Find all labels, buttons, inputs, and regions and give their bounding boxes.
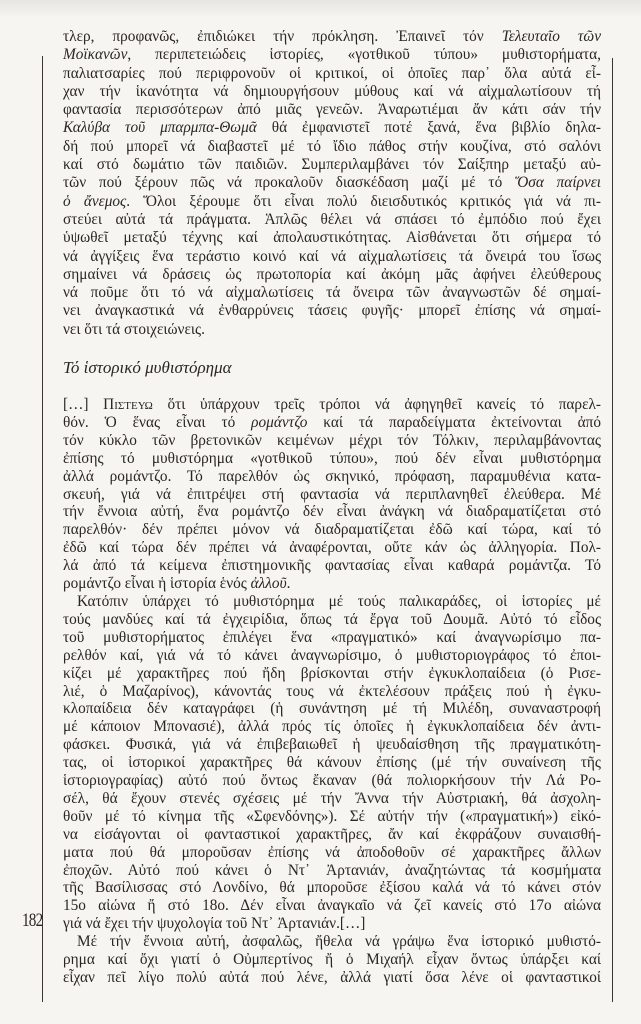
text-line [63,432,601,450]
text-line [63,521,601,539]
text-segment: . Ὅλοι ξέρουμε ὅτι εἶναι πολύ διεισδυτικός κριτικός γιά νά πι- [126,192,602,210]
text-segment: δή πού μπορεῖ νά διαβαστεῖ μέ τό ἴδιο πάθος στήν κουζίνα, στό σαλόνι [63,137,601,155]
text-segment: σέλ, θά ἔχουν στενές σχέσεις μέ τήν Ἄννα τήν Αὐστριακή, θά ἀσχολη- [63,789,601,807]
text-line [63,174,601,192]
text-segment: κλοπαίδεια δέν καταγράφει (ἡ συνάντηση μέ τή Μιλέδη, συναναστροφή [63,700,601,718]
text-segment: εἶχαν πεῖ λίγο πολύ αὐτά πού λένε, ἀλλά γιατί ὅσα λένε οἱ φανταστικοί [63,969,601,986]
text-section-2 [63,396,601,987]
text-line [63,772,601,790]
text-segment: . [286,575,291,593]
text-segment: τας, οἱ ἱστορικοί χαρακτῆρες θά κάνουν ἐπίσης (μέ τήν συναίνεση τῆς [63,754,601,772]
text-segment: ἐπίσης τό μυθιστόρημα «γοτθικοῦ τύπου», πού δέν εἶναι μυθιστόρημα [63,449,601,467]
text-line [63,897,601,915]
italic-title: Ὅσα παίρνει [515,174,601,192]
text-segment: ρημα καί ὄχι γιατί ὁ Οὐμπερτίνος ἤ ὁ Μιχαήλ εἶχαν ὄντως ὑπάρξει καί [63,951,601,969]
text-line [63,790,601,808]
text-segment: φάσκει. Φυσικά, γιά νά ἐπιβεβαιωθεῖ ἡ ψευδαίσθηση τῆς πραγματικότη- [63,736,601,754]
text-segment: καί στό δωμάτιο τῶν παιδιῶν. Συμπεριλαμβάνει τόν Σαίξπηρ μεταξύ αὐ- [63,156,601,174]
text-section-1 [63,28,601,339]
text-line [63,718,601,736]
text-segment: θόν. Ὁ ἕνας εἶναι τό [63,413,252,431]
text-line [63,862,601,880]
italic-title: ὁ ἄνεμος [63,192,127,210]
text-segment: γιά νά ἔχει τήν ψυχολογία τοῦ Ντ᾽ Ἀρτανιάν.[…] [63,915,366,933]
text-line [63,450,601,468]
text-segment: παλιατσαρίες πού περιφρονοῦν οἱ κριτικοί, οἱ ὁποῖες παρ᾽ ὅλα αὐτά εἶ- [63,64,601,82]
text-line [63,683,601,701]
text-line [63,736,601,754]
text-segment: νει ὅτι τά στοιχειώνεις. [63,320,205,338]
text-line [63,101,601,119]
text-segment: φαντασία περισσότερων ἀπό μιᾶς γενεῶν. Ἀναρωτιέμαι ἄν κάτι σάν τήν [63,101,601,119]
page-number: 182 [22,910,43,931]
text-segment: Κατόπιν ὑπάρχει τό μυθιστόρημα μέ τούς παλικαράδες, οἱ ἱστορίες μέ [77,592,601,610]
text-line [63,396,601,414]
text-line [63,969,601,987]
italic-title: Μοϊκανῶν [63,46,128,64]
text-line [63,156,601,174]
text-line [63,229,601,247]
text-line [63,808,601,826]
text-line [63,700,601,718]
text-segment: ματα πού θά μποροῦσαν ἐπίσης νά ἀποδοθοῦν σέ χαρακτῆρες ἄλλων [63,843,601,861]
text-line [63,302,601,320]
text-segment: μέ κάποιον Μπονασιέ), ἀλλά πρός τίς ὁποῖες ἡ ἐγκυκλοπαίδεια δέν ἀντι- [63,718,601,736]
text-line [63,647,601,665]
text-line [63,193,601,211]
scan-top-shadow [0,0,641,18]
text-segment: στεύει αὐτά τά πράγματα. Ἁπλῶς θέλει νά σπάσει τό ἐμπόδιο πού ἔχει [63,210,601,228]
text-line [63,46,601,64]
text-segment: νει ἀναγκαστικά νά ἐνθαρρύνεις τάσεις φυγῆς· μπορεῖ ἐπίσης νά σημαί- [63,302,601,320]
text-line [63,65,601,83]
text-line [63,557,601,575]
text-line [63,83,601,101]
text-line [63,486,601,504]
text-segment: ἐδῶ καί τώρα δέν πρέπει νά ἀναφέρονται, οὔτε κάν ὡς ἀλληγορία. Πολ- [63,539,601,557]
text-segment: ρελθόν καί, γιά νά τό κάνει ἀναγνωρίσιμο, ὁ μυθιστοριογράφος τό ἐποι- [63,646,601,664]
text-segment: […] [63,396,104,413]
text-line [63,503,601,521]
text-line [63,665,601,683]
text-segment: χαν τήν ἱκανότητα νά δημιουργήσουν μύθους καί νά αἰχμαλωτίσουν τή [63,82,601,100]
text-segment: τήν ἔννοια αὐτή, ἕνα ρομάντζο δέν εἶναι ἀνάγκη νά διαδραματίζεται στό [63,503,601,521]
text-segment: νά ἀγγίξεις ἕνα τεράστιο κοινό καί νά αἰχμαλωτίσεις τά ὄνειρά του ἴσως [63,247,601,265]
text-segment: 15ο αἰώνα ἤ στό 18ο. Δέν εἶναι ἀναγκαῖο νά ζεῖ κανείς στό 17ο αἰώνα [63,897,601,915]
text-segment: Πιστευω [103,396,153,413]
text-segment: ἀλλά ρομάντζο. Τό παρελθόν ὡς σκηνικό, πρόφαση, παραμυθένια κατα- [63,467,601,485]
right-margin-rule [612,58,613,1002]
text-segment: κίζει μέ χαρακτῆρες πού ἤδη βρίσκονται στήν ἐγκυκλοπαίδεια (ὁ Ρισε- [63,664,601,682]
text-segment: τῶν πού ξέρουν πῶς νά προκαλοῦν διασκέδαση μαζί μέ τό [63,174,515,192]
text-segment: , περιπετειώδεις ἱστορίες, «γοτθικοῦ τύπου» μυθιστορήματα, [127,46,601,64]
text-segment: Μέ τήν ἔννοια αὐτή, ἀσφαλῶς, ἤθελα νά γράψω ἕνα ἱστορικό μυθιστό- [77,933,601,951]
text-segment: ὅτι ὑπάρχουν τρεῖς τρόποι νά ἀφηγηθεῖ κανείς τό παρελ- [152,396,602,413]
text-segment: τλερ, προφανῶς, ἐπιδιώκει τήν πρόκληση. Ἐπαινεῖ τόν [63,28,502,45]
text-line [63,826,601,844]
text-segment: τόν κύκλο τῶν βρετονικῶν κειμένων μέχρι τόν Τόλκιν, περιλαμβάνοντας [63,431,601,449]
text-segment: ἱστοριογραφίας) αὐτό πού ὄντως ἔκαναν (θά πολιορκήσουν τήν Λά Ρο- [63,772,601,790]
text-segment: ὑψωθεῖ μεταξύ τέχνης καί ἀπολαυστικότητας. Αἰσθάνεται ὅτι σήμερα τό [63,229,601,247]
text-line [63,211,601,229]
text-segment: τούς μανδύες καί τά ἐγχειρίδια, ὅπως τά ἔργα τοῦ Δουμᾶ. Αὐτό τό εἶδος [63,610,601,628]
text-segment: τοῦ μυθιστορήματος ἐπιλέγει ἕνα «πραγματικό» καί ἀναγνωρίσιμο πα- [63,628,601,646]
text-line [63,138,601,156]
left-margin-rule [42,56,43,1002]
text-line [63,414,601,432]
text-line [63,593,601,611]
section-heading: Τό ἱστορικό μυθιστόρημα [63,358,232,377]
text-segment: λιέ, ὁ Μαζαρίνος), κάνοντάς τους νά ἐκτελέσουν πράξεις πού ἡ ἐγκυ- [63,682,601,700]
text-segment: ρομάντζο εἶναι ἡ ἱστορία ἑνός [63,575,251,593]
text-segment: σημαίνει νά δράσεις ὡς πρωτοπορία καί ἀκόμη μᾶς ἀφήνει ἐλεύθερους [63,265,601,283]
text-line [63,611,601,629]
text-segment: λά ἀπό τά κείμενα ἐπιστημονικῆς φαντασίας εἶναι καθαρά ρομάντζα. Τό [63,557,601,575]
text-segment: θοῦν μέ τό κίνημα τῆς «Σφενδόνης»). Σέ αὐτήν τήν («πραγματική») εἰκό- [63,807,601,825]
text-line [63,28,601,46]
text-segment: καί τά παραδείγματα ἐκτείνονται ἀπό [307,413,602,431]
text-segment: παρελθόν· δέν πρέπει μόνον νά διαδραματίζεται ἐδῶ καί τώρα, καί τό [63,521,601,539]
italic-title: Καλύβα τοῦ μπαρμπα-Θωμᾶ [63,119,257,137]
text-line [63,754,601,772]
text-line [63,266,601,284]
text-line [63,284,601,302]
text-line [63,629,601,647]
text-segment: θά ἐμφανιστεῖ ποτέ ξανά, ἕνα βιβλίο δηλα- [256,119,601,137]
italic-title: ἀλλοῦ [250,575,287,593]
text-segment: τῆς Βασίλισσας στό Λονδίνο, θά μποροῦσε ἐξίσου καλά νά τό κάνει στόν [63,879,601,897]
text-line [63,248,601,266]
text-line [63,915,601,933]
text-line [63,119,601,137]
text-line [63,468,601,486]
text-line [63,879,601,897]
text-line [63,933,601,951]
text-segment: σκευή, γιά νά ἐπιτρέψει στή φαντασία νά περιπλανηθεῖ ἐλεύθερα. Μέ [63,485,601,503]
text-line [63,321,601,339]
text-line [63,575,601,593]
text-line [63,951,601,969]
text-segment: ἐποχῶν. Αὐτό πού κάνει ὁ Ντ᾽ Ἀρτανιάν, ἀναζητώντας τά κοσμήματα [63,861,601,879]
italic-title: ρομάντζο [251,413,308,431]
text-line [63,539,601,557]
text-line [63,844,601,862]
italic-title: Τελευταῖο τῶν [501,28,601,45]
text-segment: να εἰσάγονται οἱ φανταστικοί χαρακτῆρες, ἄν καί ἐκφράζουν συναισθή- [63,825,601,843]
text-segment: νά ποῦμε ὅτι τό νά αἰχμαλωτίσεις τά ὄνειρα τῶν ἀναγνωστῶν δέ σημαί- [63,284,601,302]
